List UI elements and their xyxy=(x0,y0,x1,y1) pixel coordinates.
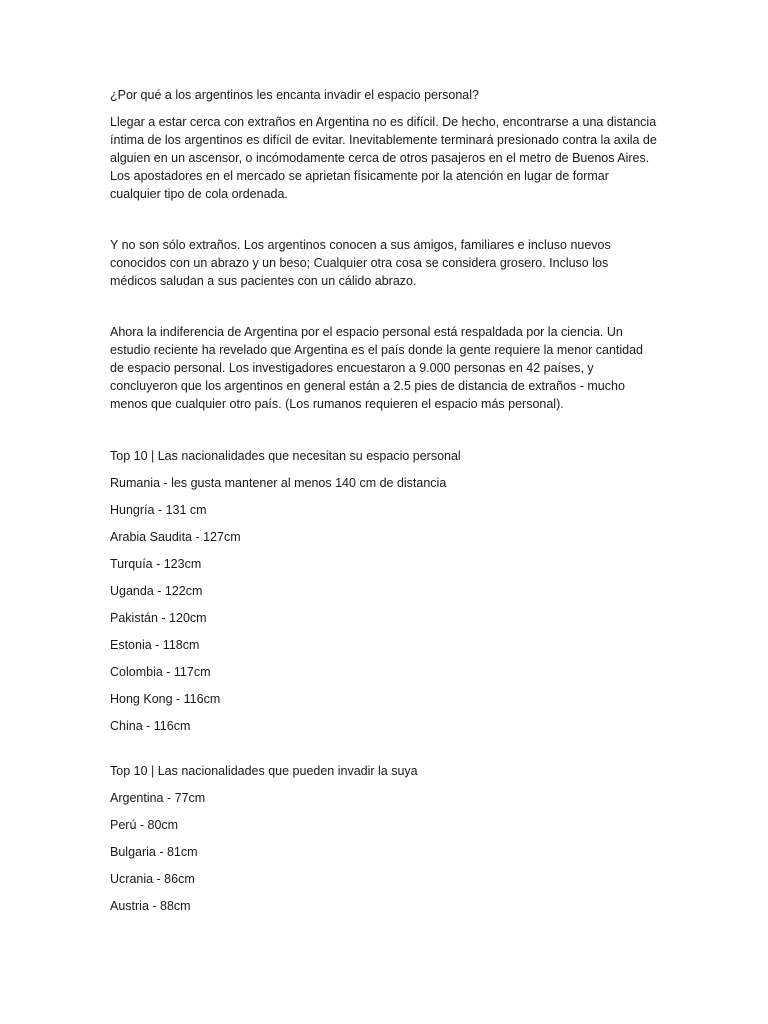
list-item: Hong Kong - 116cm xyxy=(110,692,221,706)
list-item: Colombia - 117cm xyxy=(110,665,211,679)
section-heading-invade-space: Top 10 | Las nacionalidades que pueden invadir la suya xyxy=(110,764,418,778)
list-item: Argentina - 77cm xyxy=(110,791,206,805)
list-item: China - 116cm xyxy=(110,719,191,733)
list-item: Pakistán - 120cm xyxy=(110,611,207,625)
list-item: Turquía - 123cm xyxy=(110,557,202,571)
list-item: Perú - 80cm xyxy=(110,818,179,832)
paragraph-study: Ahora la indiferencia de Argentina por el espacio personal está respaldada por la ciencia. Un estudio reciente ha revelado que Argentina es el país donde la gente requiere la menor cantidad de espacio personal. Los investigadores encuestaron a 9.000 personas en 42 países, y concluyeron que los argentinos en general están a 2.5 pies de distancia de extraños - mucho menos que cualquier otro país. (Los rumanos requieren el espacio más personal). xyxy=(110,325,644,411)
paragraph-greetings: Y no son sólo extraños. Los argentinos conocen a sus amigos, familiares e incluso nuevos conocidos con un abrazo y un beso; Cualquier otra cosa se considera grosero. Incluso los médicos saludan a sus pacientes con un cálido abrazo. xyxy=(110,238,611,288)
list-need-space xyxy=(110,474,658,735)
list-item: Rumania - les gusta mantener al menos 140 cm de distancia xyxy=(110,476,447,490)
paragraph-intro: Llegar a estar cerca con extraños en Argentina no es difícil. De hecho, encontrarse a una distancia íntima de los argentinos es difícil de evitar. Inevitablemente terminará presionado contra la axila de alguien en un ascensor, o incómodamente cerca de otros pasajeros en el metro de Buenos Aires. Los apostadores en el mercado se aprietan físicamente por la atención en lugar de formar cualquier tipo de cola ordenada. xyxy=(110,115,657,201)
list-item: Ucrania - 86cm xyxy=(110,872,195,886)
list-item: Estonia - 118cm xyxy=(110,638,200,652)
list-item: Arabia Saudita - 127cm xyxy=(110,530,241,544)
list-item: Austria - 88cm xyxy=(110,899,191,913)
list-item: Hungría - 131 cm xyxy=(110,503,207,517)
document-page xyxy=(110,86,658,924)
document-title: ¿Por qué a los argentinos les encanta invadir el espacio personal? xyxy=(110,88,479,102)
list-invade-space xyxy=(110,789,658,915)
list-item: Bulgaria - 81cm xyxy=(110,845,198,859)
section-heading-need-space: Top 10 | Las nacionalidades que necesitan su espacio personal xyxy=(110,449,461,463)
list-item: Uganda - 122cm xyxy=(110,584,203,598)
